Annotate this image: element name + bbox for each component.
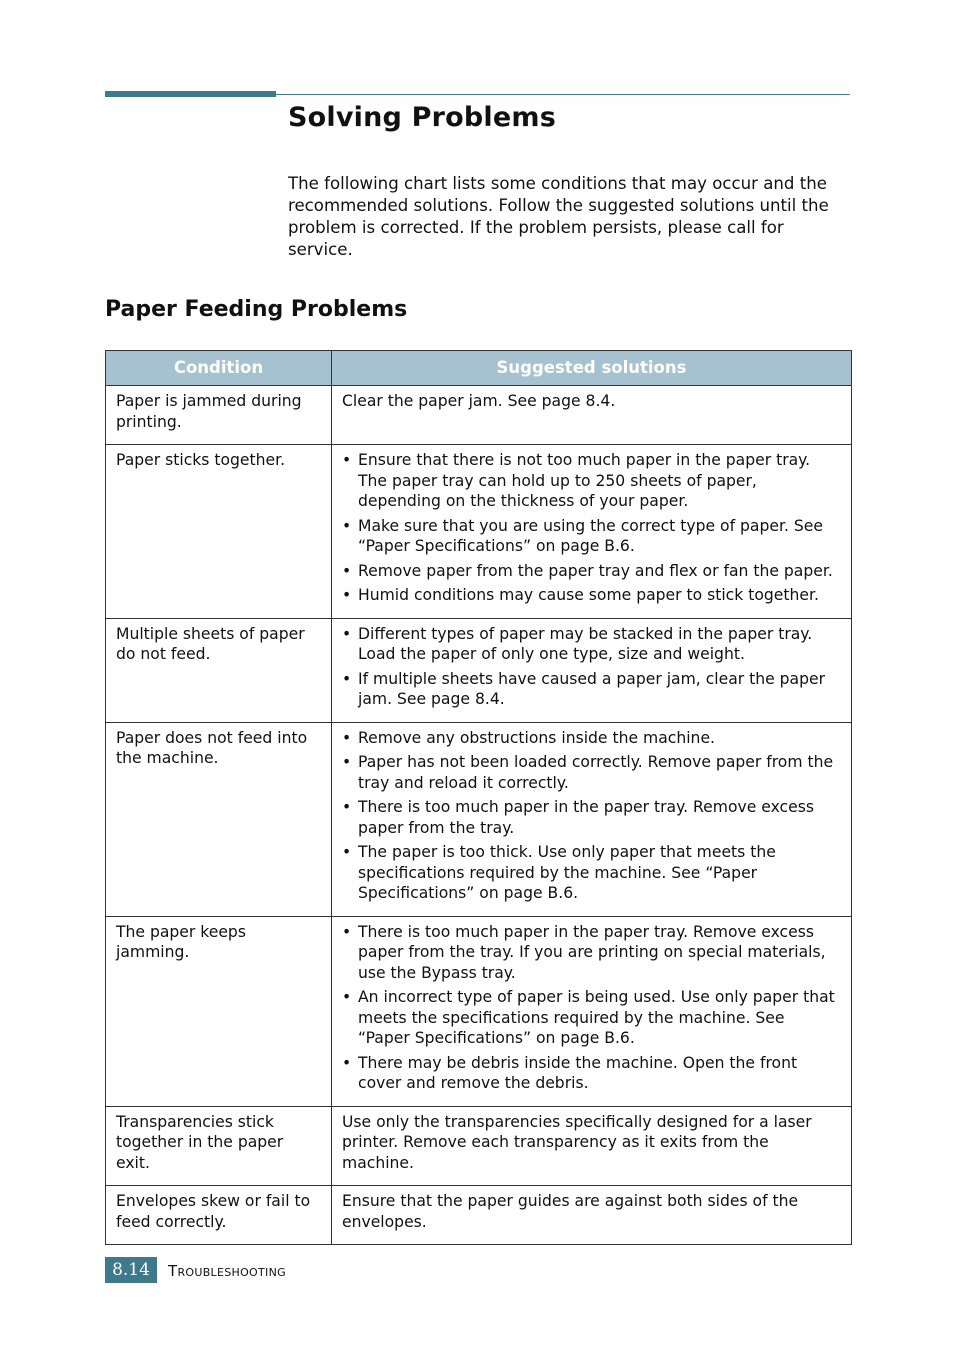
solution-item: • Remove paper from the paper tray and flex or fan the paper. [342,561,841,582]
table-row [106,722,852,916]
header-rule-line [276,94,850,95]
table-row [106,386,852,445]
solution-item: • An incorrect type of paper is being used. Use only paper that meets the specifications required by the machine. See “Paper Specifications” on page B.6. [342,987,841,1049]
solution-item: • Remove any obstructions inside the machine. [342,728,841,749]
condition-cell: Multiple sheets of paper do not feed. [106,618,332,722]
header-condition: Condition [106,351,332,386]
solution-cell [332,445,852,619]
chapter-title: Troubleshooting [168,1262,286,1280]
table-body [106,386,852,1245]
intro-paragraph: The following chart lists some conditions that may occur and the recommended solutions. Follow the suggested solutions until the problem is corrected. If the problem persists, please call for service. [288,174,829,259]
page-title: Solving Problems [288,102,557,133]
solution-item: • Make sure that you are using the correct type of paper. See “Paper Specifications” on page B.6. [342,516,841,557]
solution-item: • The paper is too thick. Use only paper that meets the specifications required by the machine. See “Paper Specifications” on page B.6. [342,842,841,904]
solution-item: • Humid conditions may cause some paper to stick together. [342,585,841,606]
solution-cell [332,722,852,916]
header-rule-accent [105,91,276,97]
condition-cell: The paper keeps jamming. [106,916,332,1106]
solution-item: • If multiple sheets have caused a paper jam, clear the paper jam. See page 8.4. [342,669,841,710]
table-header-row [106,351,852,386]
problems-table [105,350,852,1245]
table-row [106,618,852,722]
page-number-badge: 8.14 [105,1257,157,1283]
condition-cell: Paper does not feed into the machine. [106,722,332,916]
solution-item: • Paper has not been loaded correctly. Remove paper from the tray and reload it correctly. [342,752,841,793]
solution-cell: Ensure that the paper guides are against both sides of the envelopes. [332,1186,852,1245]
solution-cell [332,618,852,722]
header-solutions: Suggested solutions [332,351,852,386]
solution-item: • There may be debris inside the machine. Open the front cover and remove the debris. [342,1053,841,1094]
condition-cell: Envelopes skew or fail to feed correctly. [106,1186,332,1245]
condition-cell: Paper sticks together. [106,445,332,619]
table-row [106,445,852,619]
table-row [106,1106,852,1186]
solution-list [342,624,841,710]
solution-cell: Use only the transparencies specifically designed for a laser printer. Remove each transparency as it exits from the machine. [332,1106,852,1186]
table-row [106,1186,852,1245]
condition-cell: Transparencies stick together in the paper exit. [106,1106,332,1186]
solution-list [342,450,841,606]
solution-list [342,922,841,1094]
solution-item: • There is too much paper in the paper tray. Remove excess paper from the tray. If you are printing on special materials, use the Bypass tray. [342,922,841,984]
solution-list [342,728,841,904]
solution-item: • Ensure that there is not too much paper in the paper tray. The paper tray can hold up to 250 sheets of paper, depending on the thickness of your paper. [342,450,841,512]
table-row [106,916,852,1106]
condition-cell: Paper is jammed during printing. [106,386,332,445]
solution-item: • There is too much paper in the paper tray. Remove excess paper from the tray. [342,797,841,838]
solution-item: • Different types of paper may be stacked in the paper tray. Load the paper of only one type, size and weight. [342,624,841,665]
section-title: Paper Feeding Problems [105,297,408,322]
solution-cell: Clear the paper jam. See page 8.4. [332,386,852,445]
solution-cell [332,916,852,1106]
